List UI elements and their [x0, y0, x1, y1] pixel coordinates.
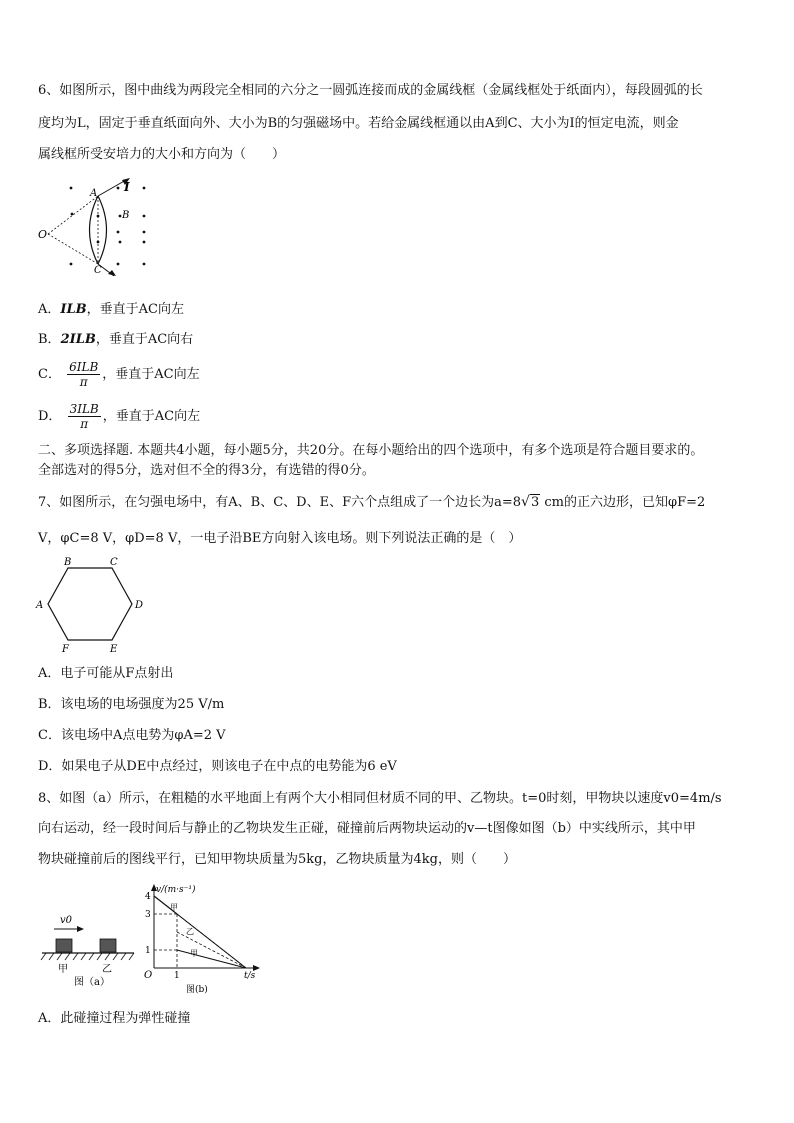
q8-option-a[interactable]: A．此碰撞过程为弹性碰撞 — [38, 1011, 191, 1026]
q7-line2: V，φC=8 V，φD=8 V，一电子沿BE方向射入该电场。则下列说法正确的是（ ） — [38, 531, 522, 546]
block-yi — [100, 939, 116, 952]
xlabel: t/s — [244, 971, 256, 981]
q8-line3: 物块碰撞前后的图线平行，已知甲物块质量为5kg，乙物块质量为4kg，则（ ） — [38, 852, 516, 867]
caption-a: 图（a） — [74, 977, 110, 988]
section2-line1: 二、多项选择题. 本题共4小题，每小题5分，共20分。在每小题给出的四个选项中，有多个选项是符合题目要求的。 — [38, 443, 704, 458]
magnetic-field-dots — [70, 187, 146, 266]
caption-b: 图(b) — [186, 985, 208, 995]
block-jia — [56, 939, 72, 952]
jia-label: 甲 — [58, 964, 68, 975]
q8-line2: 向右运动，经一段时间后与静止的乙物块发生正碰，碰撞前后两物块运动的v—t图像如图（b）中实线所示，其中甲 — [38, 821, 696, 836]
line-jia-after — [177, 950, 246, 968]
hex-label-C: C — [110, 557, 118, 568]
hex-label-F: F — [62, 644, 69, 654]
section2-line2: 全部选对的得5分，选对但不全的得3分，有选错的得0分。 — [38, 463, 375, 478]
q7-option-d[interactable]: D．如果电子从DE中点经过，则该电子在中点的电势能为6 eV — [38, 759, 397, 774]
q6-line3: 属线框所受安培力的大小和方向为（ ） — [38, 147, 286, 162]
q7-option-c[interactable]: C．该电场中A点电势为φA=2 V — [38, 728, 226, 743]
label-B: B — [122, 210, 130, 221]
yi-label: 乙 — [102, 964, 112, 975]
q6-option-c[interactable]: C． $\frac{\text{6ILB}}{\pi}$ ，垂直于AC向左 — [38, 360, 200, 389]
label-jia-low: 甲 — [190, 949, 198, 958]
label-yi-mid: 乙 — [186, 927, 194, 936]
tick-y3: 3 — [145, 910, 151, 920]
q7-option-a[interactable]: A．电子可能从F点射出 — [38, 666, 174, 681]
label-C: C — [94, 265, 102, 276]
hex-label-A: A — [36, 600, 44, 611]
q6-line2: 度均为L，固定于垂直纸面向外、大小为B的匀强磁场中。若给金属线框通以由A到C、大小为I的恒定电流，则金 — [38, 116, 679, 131]
label-A: A — [90, 188, 98, 199]
q7-hexagon-figure — [34, 554, 154, 654]
tick-y4: 4 — [145, 892, 151, 902]
fraction-d: $\frac{\text{3ILB}}{\pi}$ — [69, 402, 99, 431]
q6-option-a[interactable]: A．ILB，垂直于AC向左 — [38, 302, 184, 317]
q6-option-d[interactable]: D． $\frac{\text{3ILB}}{\pi}$ ，垂直于AC向左 — [38, 402, 201, 431]
label-O: O — [38, 228, 48, 241]
q8-line1: 8、如图（a）所示，在粗糙的水平地面上有两个大小相同但材质不同的甲、乙物块。t=0时刻，甲物块以速度v0=4m/s — [38, 791, 722, 806]
hex-label-D: D — [135, 600, 144, 611]
sqrt-symbol: √ — [521, 494, 530, 510]
tick-y1: 1 — [145, 946, 151, 956]
fraction-c: $\frac{\text{6ILB}}{\pi}$ — [69, 360, 99, 389]
hex-label-E: E — [110, 644, 118, 654]
q8-figure-b-vt-graph — [140, 880, 270, 998]
tick-x1: 1 — [174, 971, 180, 981]
label-I: I — [124, 180, 130, 194]
label-jia-top: 甲 — [170, 903, 178, 912]
q6-figure — [36, 176, 156, 276]
line-yi-after — [177, 914, 246, 968]
hex-label-B: B — [64, 557, 72, 568]
q7-option-b[interactable]: B．该电场的电场强度为25 V/m — [38, 697, 225, 712]
q8-figure-a — [38, 905, 138, 993]
ylabel: v/(m·s⁻¹) — [156, 885, 196, 895]
v0-label: v0 — [60, 915, 73, 926]
q7-line1: 7、如图所示，在匀强电场中，有A、B、C、D、E、F六个点组成了一个边长为a=8√3 cm的正六边形，已知φF=2 — [38, 494, 706, 510]
origin: O — [144, 970, 153, 981]
q6-option-b[interactable]: B．2ILB，垂直于AC向右 — [38, 332, 194, 347]
q6-line1: 6、如图所示，图中曲线为两段完全相同的六分之一圆弧连接而成的金属线框（金属线框处于纸面内），每段圆弧的长 — [38, 83, 703, 98]
